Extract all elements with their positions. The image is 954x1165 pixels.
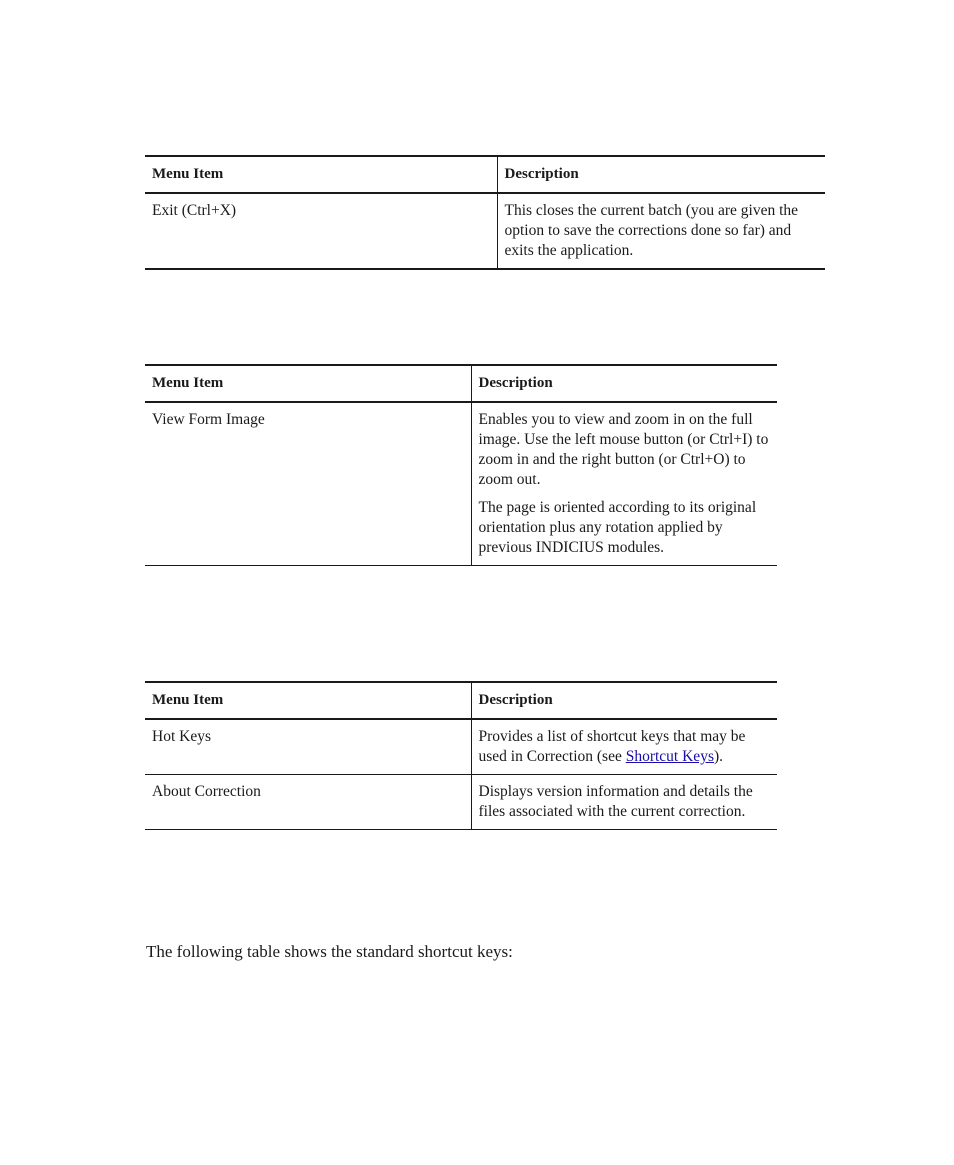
shortcut-keys-link[interactable]: Shortcut Keys xyxy=(625,748,714,765)
menu-item-cell: Hot Keys xyxy=(145,719,471,775)
table-header-row xyxy=(145,365,777,402)
help-menu-table xyxy=(145,681,777,830)
description-text: This closes the current batch (you are given the option to save the corrections done so far) and exits the application. xyxy=(504,202,799,259)
description-text xyxy=(479,727,772,767)
table-row xyxy=(145,402,777,566)
menu-item-cell: About Correction xyxy=(145,775,471,830)
header-menu-item: Menu Item xyxy=(145,365,471,402)
description-text: Displays version information and details the files associated with the current correction. xyxy=(478,783,753,820)
table-row xyxy=(145,719,777,775)
description-text: The page is oriented according to its original orientation plus any rotation applied by previous INDICIUS modules. xyxy=(478,499,757,556)
table-header-row xyxy=(145,682,777,719)
header-description: Description xyxy=(471,682,777,719)
table-row xyxy=(145,775,777,830)
description-suffix: ). xyxy=(713,748,724,765)
description-prefix: Provides a list of shortcut keys that may be used in Correction (see xyxy=(478,728,746,765)
header-description: Description xyxy=(471,365,777,402)
menu-item-cell: Exit (Ctrl+X) xyxy=(145,193,497,269)
table-header-row xyxy=(145,156,825,193)
menu-item-cell: View Form Image xyxy=(145,402,471,566)
description-cell xyxy=(471,402,777,566)
intro-paragraph: The following table shows the standard shortcut keys: xyxy=(146,942,513,961)
description-cell xyxy=(471,719,777,775)
header-menu-item: Menu Item xyxy=(145,156,497,193)
view-menu-table xyxy=(145,364,777,566)
description-cell xyxy=(471,775,777,830)
header-menu-item: Menu Item xyxy=(145,682,471,719)
description-text: Enables you to view and zoom in on the full image. Use the left mouse button (or Ctrl+I) to zoom in and the right button (or Ctrl+O) to zoom out. xyxy=(478,411,769,488)
file-menu-table xyxy=(145,155,825,270)
description-cell xyxy=(497,193,825,269)
header-description: Description xyxy=(497,156,825,193)
table-row xyxy=(145,193,825,269)
